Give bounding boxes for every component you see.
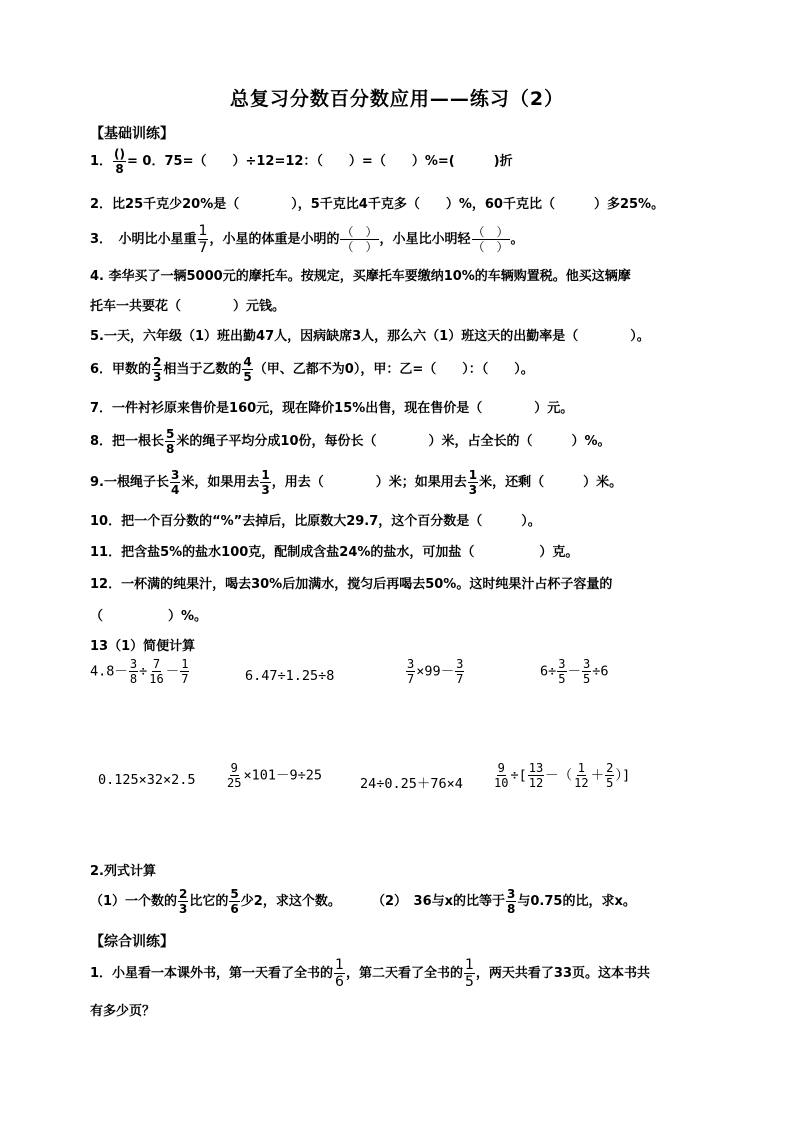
page-title: 总复习分数百分数应用——练习（2） bbox=[229, 88, 565, 110]
c1-f1-denominator: 6 bbox=[335, 974, 344, 990]
p2-text-a: （2） 36与x的比等于 bbox=[372, 894, 506, 909]
e8-f4-numerator: 2 bbox=[606, 761, 614, 775]
question-6 bbox=[90, 356, 534, 383]
q9-f2-numerator: 1 bbox=[261, 468, 270, 482]
q9-text-a: 9.一根绳子长 bbox=[90, 475, 169, 490]
q3-text-b: ，小星的体重是小明的 bbox=[209, 232, 340, 247]
q6-text-a: 6．甲数的 bbox=[90, 362, 152, 377]
e8-f3-denominator: 12 bbox=[574, 776, 589, 790]
e8-f2-denominator: 12 bbox=[528, 776, 544, 790]
e8-fraction-1 bbox=[493, 762, 509, 789]
q8-fraction bbox=[165, 428, 175, 455]
e4-fraction-1 bbox=[557, 658, 566, 685]
p1-text-b: 比它的 bbox=[189, 894, 229, 909]
c1-f2-numerator: 1 bbox=[464, 957, 474, 973]
e3-f2-numerator: 3 bbox=[456, 657, 464, 671]
q9-f2-denominator: 3 bbox=[261, 483, 270, 497]
p2-fraction bbox=[506, 888, 516, 915]
comprehensive-question-1-line-2: 有多少页？ bbox=[90, 1004, 156, 1019]
q9-f3-numerator: 1 bbox=[468, 468, 478, 482]
q3-text-a: 3． 小明比小星重 bbox=[90, 232, 197, 247]
question-2: 2．比25千克少20%是（ ），5千克比4千克多（ ）%，60千克比（ ）多25%。 bbox=[90, 197, 665, 212]
c1-text-b: ，第二天看了全书的 bbox=[345, 966, 463, 981]
q3-fraction-2 bbox=[340, 226, 378, 253]
c1-text-a: 1．小星看一本课外书，第一天看了全书的 bbox=[90, 966, 334, 981]
expression-3 bbox=[405, 658, 465, 685]
list-calc-problem-1 bbox=[90, 888, 341, 915]
question-4-line-1: 4. 李华买了一辆5000元的摩托车。按规定，买摩托车要缴纳10%的车辆购置税。他买这辆摩 bbox=[90, 269, 631, 284]
question-12-line-1: 12．一杯满的纯果汁，喝去30%后加满水，搅匀后再喝去50%。这时纯果汁占杯子容量的 bbox=[90, 577, 613, 592]
e1-fraction-1 bbox=[129, 658, 138, 685]
q9-text-d: 米，还剩（ ）米。 bbox=[479, 475, 623, 490]
expression-2: 6.47÷1.25÷8 bbox=[245, 668, 335, 684]
expression-6 bbox=[225, 762, 322, 789]
e1-f1-numerator: 3 bbox=[129, 657, 138, 671]
p1-f1-numerator: 2 bbox=[179, 887, 188, 901]
question-5: 5.一天，六年级（1）班出勤47人，因病缺席3人，那么六（1）班这天的出勤率是（ ）。 bbox=[90, 329, 650, 344]
question-13-heading: 13（1）简便计算 bbox=[90, 639, 196, 654]
section-basic-heading: 【基础训练】 bbox=[90, 126, 174, 142]
expression-7: 24÷0.25＋76×4 bbox=[360, 776, 463, 792]
q1-number: 1． bbox=[90, 154, 113, 169]
e4-fraction-2 bbox=[582, 658, 591, 685]
e3-f1-numerator: 3 bbox=[407, 657, 415, 671]
question-11: 11．把含盐5%的盐水100克，配制成含盐24%的盐水，可加盐（ ）克。 bbox=[90, 545, 579, 560]
e3-fraction-2 bbox=[455, 658, 464, 685]
q9-f1-denominator: 4 bbox=[170, 483, 180, 497]
e8-f2-numerator: 13 bbox=[528, 761, 544, 775]
e3-f1-denominator: 7 bbox=[407, 672, 415, 686]
q6-fraction-2 bbox=[242, 356, 252, 383]
question-3 bbox=[90, 224, 524, 255]
question-12-line-2: （ ）%。 bbox=[90, 609, 208, 624]
expression-1 bbox=[90, 658, 190, 685]
q9-fraction-1 bbox=[170, 469, 180, 496]
q1-fraction bbox=[113, 148, 126, 175]
c1-fraction-1 bbox=[334, 958, 345, 989]
question-7: 7．一件衬衫原来售价是160元，现在降价15%出售，现在售价是（ ）元。 bbox=[90, 401, 574, 416]
q6-text-b: 相当于乙数的 bbox=[163, 362, 242, 377]
q3-text-d: 。 bbox=[510, 232, 524, 247]
e8-text-d: ）] bbox=[615, 767, 631, 784]
e8-f1-denominator: 10 bbox=[494, 776, 509, 790]
q3-f3-numerator: （ ） bbox=[472, 225, 509, 239]
q3-f1-denominator: 7 bbox=[198, 240, 208, 256]
e8-fraction-2 bbox=[528, 762, 544, 789]
q9-fraction-3 bbox=[468, 469, 478, 496]
e4-f1-denominator: 5 bbox=[558, 672, 566, 686]
q1-fraction-numerator: () bbox=[114, 147, 126, 161]
e4-f2-denominator: 5 bbox=[583, 672, 591, 686]
q3-fraction-3 bbox=[472, 226, 510, 253]
p1-text-c: 少2，求这个数。 bbox=[240, 894, 341, 909]
q3-fraction-1 bbox=[198, 224, 209, 255]
p1-f2-numerator: 5 bbox=[230, 887, 239, 901]
q9-fraction-2 bbox=[260, 469, 270, 496]
c1-f2-denominator: 5 bbox=[464, 974, 474, 990]
e4-f2-numerator: 3 bbox=[583, 657, 591, 671]
e1-f1-denominator: 8 bbox=[129, 672, 138, 686]
q3-f1-numerator: 1 bbox=[198, 223, 208, 239]
e1-f3-denominator: 7 bbox=[181, 672, 189, 686]
question-8 bbox=[90, 428, 611, 455]
expression-8 bbox=[492, 762, 630, 789]
q9-text-b: 米，如果用去 bbox=[181, 475, 260, 490]
expression-5: 0.125×32×2.5 bbox=[98, 772, 196, 788]
e4-f1-numerator: 3 bbox=[558, 657, 566, 671]
e3-f2-denominator: 7 bbox=[456, 672, 464, 686]
e8-fraction-3 bbox=[573, 762, 589, 789]
e1-text-a: 4.8－ bbox=[90, 663, 128, 680]
q9-text-c: ，用去（ ）米；如果用去 bbox=[271, 475, 467, 490]
q6-text-c: （甲、乙都不为0），甲：乙=（ ）：（ ）。 bbox=[253, 362, 534, 377]
e4-text-b: － bbox=[567, 663, 581, 680]
list-calc-problem-2 bbox=[372, 888, 636, 915]
e6-f1-denominator: 25 bbox=[227, 776, 242, 790]
c1-fraction-2 bbox=[464, 958, 475, 989]
section-comprehensive-heading: 【综合训练】 bbox=[90, 934, 174, 950]
e4-text-c: ÷6 bbox=[592, 663, 609, 680]
q9-f3-denominator: 3 bbox=[468, 483, 478, 497]
q8-text-a: 8．把一根长 bbox=[90, 434, 165, 449]
p1-fraction-1 bbox=[178, 888, 188, 915]
e4-text-a: 6÷ bbox=[540, 663, 557, 680]
e8-text-c: ＋ bbox=[590, 767, 605, 784]
p1-fraction-2 bbox=[229, 888, 239, 915]
p2-f-numerator: 3 bbox=[507, 887, 516, 901]
e6-fraction-1 bbox=[226, 762, 242, 789]
e8-f4-denominator: 5 bbox=[606, 776, 614, 790]
q6-f1-numerator: 2 bbox=[153, 355, 162, 369]
p2-f-denominator: 8 bbox=[507, 902, 516, 916]
q6-f2-numerator: 4 bbox=[243, 355, 252, 369]
e8-f3-numerator: 1 bbox=[577, 761, 586, 775]
q3-f3-denominator: （ ） bbox=[472, 240, 509, 254]
q8-text-b: 米的绳子平均分成10份，每份长（ ）米，占全长的（ ）%。 bbox=[176, 434, 611, 449]
e8-text-b: －（ bbox=[545, 767, 573, 784]
e6-f1-numerator: 9 bbox=[230, 761, 238, 775]
question-1 bbox=[90, 148, 513, 175]
c1-f1-numerator: 1 bbox=[335, 957, 344, 973]
e3-fraction-1 bbox=[406, 658, 415, 685]
c1-text-c: ，两天共看了33页。这本书共 bbox=[475, 966, 650, 981]
p2-text-b: 与0.75的比，求x。 bbox=[517, 894, 636, 909]
e8-text-a: ÷[ bbox=[510, 767, 527, 784]
q6-fraction-1 bbox=[152, 356, 162, 383]
q9-f1-numerator: 3 bbox=[170, 468, 180, 482]
q3-f2-numerator: （ ） bbox=[341, 225, 378, 239]
question-9 bbox=[90, 469, 622, 496]
q3-text-c: ，小星比小明轻 bbox=[379, 232, 471, 247]
e1-fraction-3 bbox=[180, 658, 189, 685]
e1-fraction-2 bbox=[148, 658, 164, 685]
e6-text-a: ×101－9÷25 bbox=[243, 767, 322, 784]
q8-f-denominator: 8 bbox=[166, 442, 175, 456]
q8-f-numerator: 5 bbox=[166, 427, 175, 441]
q1-text: = 0．75=（ ）÷12=12：（ ）=（ ）%=( )折 bbox=[127, 154, 513, 169]
q6-f1-denominator: 3 bbox=[153, 370, 162, 384]
e8-f1-numerator: 9 bbox=[497, 761, 505, 775]
comprehensive-question-1 bbox=[90, 958, 650, 989]
e3-text-a: ×99－ bbox=[416, 663, 455, 680]
p1-text-a: （1）一个数的 bbox=[90, 894, 178, 909]
expression-4 bbox=[540, 658, 609, 685]
q6-f2-denominator: 5 bbox=[243, 370, 252, 384]
q1-fraction-denominator: 8 bbox=[115, 162, 124, 176]
question-4-line-2: 托车一共要花（ ）元钱。 bbox=[90, 299, 286, 314]
e1-f2-denominator: 16 bbox=[149, 672, 164, 686]
e1-text-c: － bbox=[165, 663, 180, 680]
p1-f2-denominator: 6 bbox=[230, 902, 239, 916]
q3-f2-denominator: （ ） bbox=[341, 240, 378, 254]
e1-f3-numerator: 1 bbox=[181, 657, 189, 671]
list-calc-heading: 2.列式计算 bbox=[90, 864, 156, 879]
e1-f2-numerator: 7 bbox=[152, 657, 161, 671]
e1-text-b: ÷ bbox=[139, 663, 148, 680]
p1-f1-denominator: 3 bbox=[179, 902, 188, 916]
e8-fraction-4 bbox=[605, 762, 614, 789]
question-10: 10．把一个百分数的“%”去掉后，比原数大29.7，这个百分数是（ ）。 bbox=[90, 514, 541, 529]
